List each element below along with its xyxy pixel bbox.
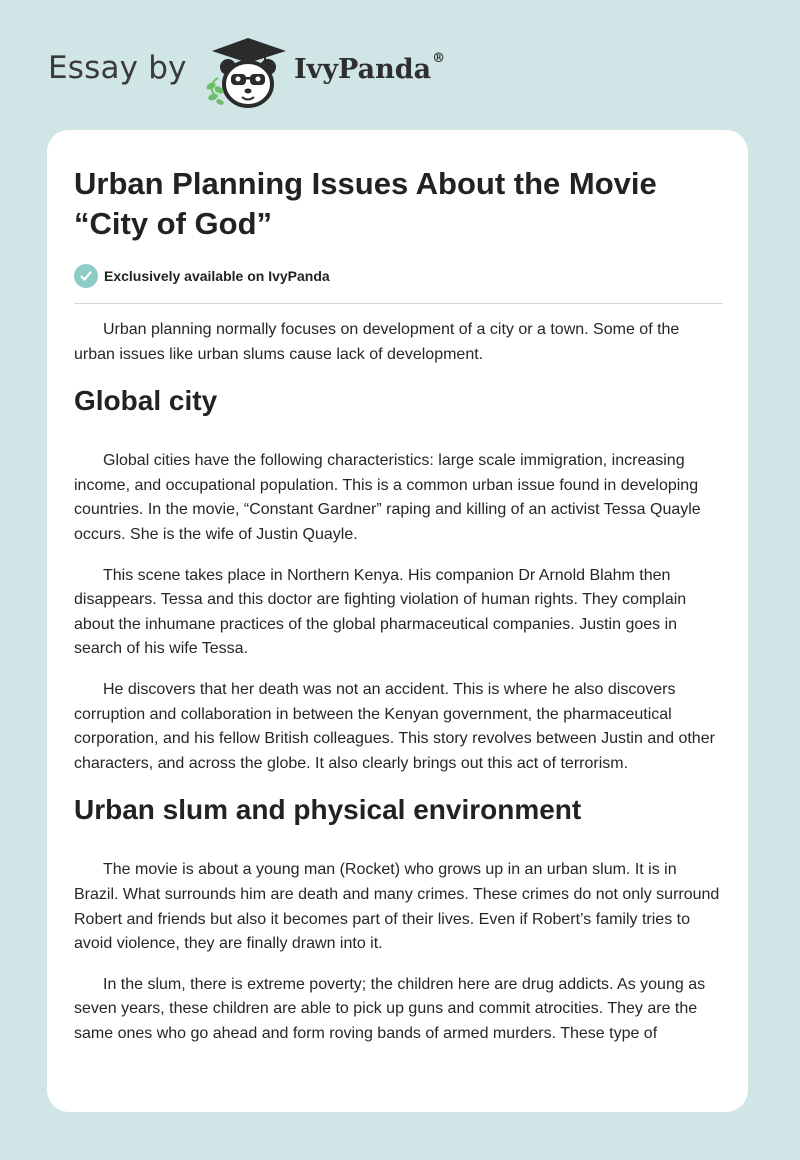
section-heading-global-city: Global city bbox=[74, 385, 218, 417]
essay-title: Urban Planning Issues About the Movie “City of God” bbox=[74, 166, 657, 241]
brand-name-text: IvyPanda bbox=[294, 54, 432, 85]
paragraph: He discovers that her death was not an accident. This is where he also discovers corruption and collaboration in between the Kenyan government, the pharmaceutical corporation, and his fellow British colleagues. This story revolves between Justin and other characters, and across the globe. It also clearly brings out this act of terrorism. bbox=[74, 680, 715, 772]
site-header bbox=[48, 34, 508, 114]
ivypanda-logo-icon[interactable] bbox=[202, 34, 292, 114]
brand-name[interactable] bbox=[294, 51, 446, 85]
registered-mark: ® bbox=[432, 51, 446, 66]
paragraph: In the slum, there is extreme poverty; the children here are drug addicts. As young as seven years, these children are able to pick up guns and commit atrocities. They are the same ones who go ahead and form roving bands of armed murders. These type of bbox=[74, 975, 706, 1042]
exclusive-badge bbox=[74, 263, 330, 289]
intro-paragraph: Urban planning normally focuses on development of a city or a town. Some of the urban issues like urban slums cause lack of development. bbox=[74, 321, 680, 363]
paragraph: Global cities have the following characteristics: large scale immigration, increasing income, and occupational population. This is a common urban issue found in developing countries. In the movie, “Constant Gardner” raping and killing of an activist Tessa Quayle occurs. She is the wife of Justin Quayle. bbox=[74, 452, 701, 543]
section-heading-urban-slum: Urban slum and physical environment bbox=[74, 794, 582, 826]
check-circle-icon bbox=[74, 264, 98, 288]
essay-by-label: Essay by bbox=[48, 50, 187, 86]
essay-content bbox=[74, 318, 723, 1062]
essay-card bbox=[47, 130, 748, 1112]
title-divider bbox=[74, 303, 723, 304]
paragraph: The movie is about a young man (Rocket) who grows up in an urban slum. It is in Brazil. What surrounds him are death and many crimes. These crimes do not only surround Robert and friends but also it becomes part of their lives. Even if Robert’s family tries to avoid violence, they are finally drawn into it. bbox=[74, 861, 720, 953]
paragraph: This scene takes place in Northern Kenya. His companion Dr Arnold Blahm then disappears. Tessa and this doctor are fighting violation of human rights. They complain about the inhumane practices of the global pharmaceutical companies. Justin goes in search of his wife Tessa. bbox=[74, 566, 687, 658]
exclusive-badge-label: Exclusively available on IvyPanda bbox=[104, 268, 330, 284]
